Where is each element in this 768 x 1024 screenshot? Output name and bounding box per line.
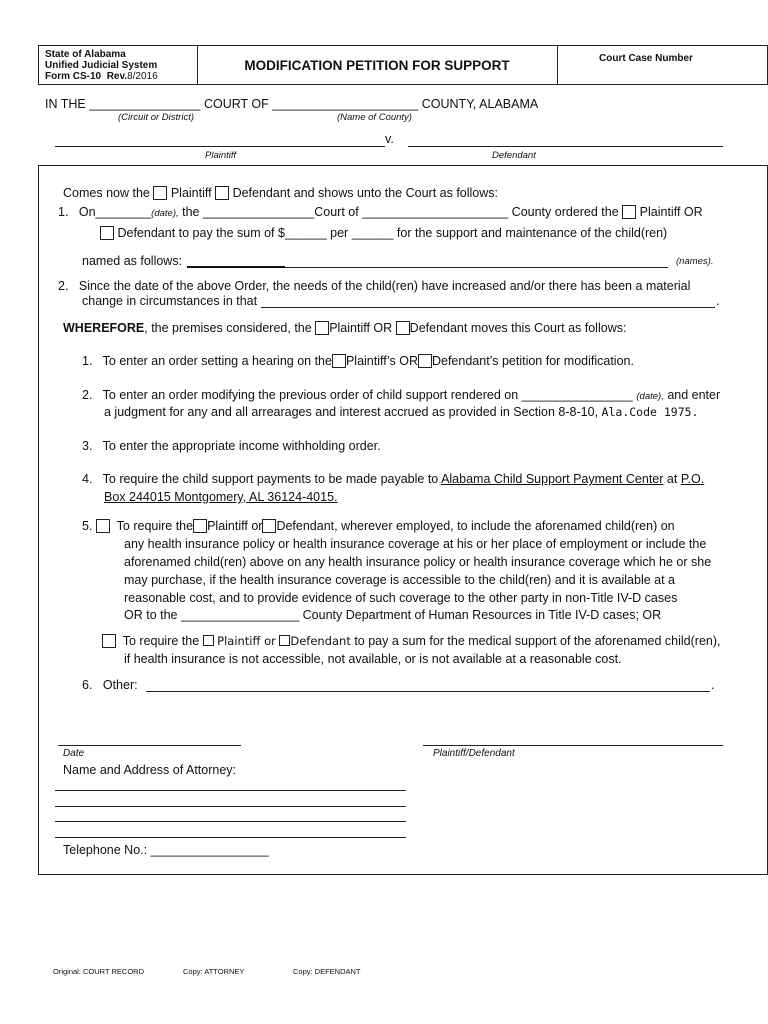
item1-number: 1.: [58, 205, 69, 219]
court-of-text: Court of: [314, 205, 359, 219]
county-label: (Name of County): [337, 112, 412, 123]
telephone-field[interactable]: _________________: [150, 843, 269, 857]
footer-copy-attorney: Copy: ATTORNEY: [183, 967, 245, 976]
comes-now-text: Comes now the: [63, 186, 150, 200]
hearing-defendant-text: Defendant’s petition for modification.: [431, 354, 634, 368]
rev-date: 8/2016: [127, 71, 158, 82]
named-as-follows-text: named as follows:: [82, 254, 183, 268]
county-field[interactable]: _____________________: [362, 205, 509, 219]
request-1-text: To enter an order setting a hearing on the: [102, 354, 332, 368]
form-header: [38, 45, 768, 85]
ordered-defendant-checkbox[interactable]: [100, 226, 114, 240]
medical-to-require-text: To require the: [122, 634, 200, 648]
request-2-line1: [82, 388, 720, 402]
defendant-checkbox[interactable]: [215, 186, 229, 200]
item2-line1: [58, 279, 690, 293]
the-text: the: [182, 205, 200, 219]
date-signature-line[interactable]: [58, 745, 241, 746]
date-label: (date),: [151, 208, 179, 219]
request-1: [82, 354, 634, 368]
item1-line2: [100, 226, 667, 240]
hearing-defendant-checkbox[interactable]: [418, 354, 432, 368]
ordered-plaintiff-checkbox[interactable]: [622, 205, 636, 219]
request-3-text: To enter the appropriate income withholding order.: [102, 439, 381, 453]
medical-plaintiff-text: Plaintiff or: [217, 634, 276, 648]
case-number-label: Court Case Number: [599, 53, 693, 64]
county-field[interactable]: _____________________: [272, 97, 419, 111]
versus-text: v.: [385, 132, 394, 146]
telephone-line: [63, 843, 269, 857]
insurance-defendant-text: Defendant, wherever employed, to include the aforenamed child(ren) on: [276, 519, 675, 533]
agency-line1: State of Alabama: [45, 49, 126, 60]
defendant-text: Defendant and shows unto the Court as follows:: [232, 186, 498, 200]
request-2-text: To enter an order modifying the previous order of child support rendered on: [102, 388, 519, 402]
wherefore-heading: WHEREFORE: [63, 321, 145, 335]
request-3: [82, 439, 381, 453]
pay-sum-text: Defendant to pay the sum of $: [117, 226, 285, 240]
county-ordered-text: County ordered the: [511, 205, 619, 219]
order-date-field[interactable]: ________: [95, 205, 152, 219]
party-signature-line[interactable]: [423, 745, 723, 746]
court-field[interactable]: ________________: [203, 205, 315, 219]
request-5-line1: [82, 519, 675, 533]
moves-plaintiff-checkbox[interactable]: [315, 321, 329, 335]
wherefore-line: [63, 321, 626, 335]
telephone-label: Telephone No.:: [63, 843, 148, 857]
other-period: .: [711, 678, 715, 692]
names-field-strong[interactable]: [187, 266, 285, 268]
attorney-line-3[interactable]: [55, 821, 406, 822]
moves-defendant-checkbox[interactable]: [396, 321, 410, 335]
item2-period: .: [716, 294, 720, 308]
other-field[interactable]: [146, 691, 710, 692]
plaintiff-label: Plaintiff: [205, 150, 237, 161]
plaintiff-or-text: Plaintiff OR: [639, 205, 703, 219]
request-5-line6: [124, 608, 661, 622]
moves-defendant-text: Defendant moves this Court as follows:: [409, 321, 627, 335]
circuit-label: (Circuit or District): [118, 112, 194, 123]
request-6-number: 6.: [82, 678, 93, 692]
footer-copy-defendant: Copy: DEFENDANT: [293, 967, 361, 976]
wherefore-text: , the premises considered, the: [144, 321, 312, 335]
footer-original: Original: COURT RECORD: [53, 967, 144, 976]
hearing-plaintiff-checkbox[interactable]: [332, 354, 346, 368]
agency-line2: Unified Judicial System: [45, 60, 158, 71]
signature-date-label: Date: [63, 748, 85, 759]
insurance-plaintiff-text: Plaintiff or: [207, 519, 263, 533]
party-label: Plaintiff/Defendant: [433, 748, 515, 759]
request-2-line2: [104, 405, 698, 419]
request-5-line4: may purchase, if the health insurance coverage is accessible to the child(ren) and it is available at a: [124, 573, 675, 587]
health-insurance-checkbox[interactable]: [96, 519, 110, 533]
other-label: Other:: [102, 678, 138, 692]
moves-plaintiff-text: Plaintiff OR: [329, 321, 393, 335]
ala-code-text: Ala.Code 1975.: [601, 405, 699, 419]
plaintiff-checkbox[interactable]: [153, 186, 167, 200]
request-2-and-enter: and enter: [667, 388, 721, 402]
defendant-label: Defendant: [492, 150, 536, 161]
item2-line2: change in circumstances in that: [82, 294, 258, 308]
to-require-text: To require the: [116, 519, 194, 533]
request-5-line2: any health insurance policy or health insurance coverage at his or her place of employment or include the: [124, 537, 707, 551]
request-4-line1: [82, 472, 704, 486]
names-field[interactable]: [285, 267, 668, 268]
request-5-number: 5.: [82, 519, 93, 533]
court-of-text: COURT OF: [203, 97, 269, 111]
insurance-plaintiff-checkbox[interactable]: [193, 519, 207, 533]
plaintiff-text: Plaintiff: [170, 186, 212, 200]
request-5-line3: aforenamed child(ren) above on any health insurance policy or health insurance coverage which he or she: [124, 555, 712, 569]
page-title: MODIFICATION PETITION FOR SUPPORT: [244, 58, 510, 73]
request-5b-line2: if health insurance is not accessible, not available, or is not available at a reasonable cost.: [124, 652, 622, 666]
payment-address: Box 244015 Montgomery, AL 36124-4015.: [104, 490, 338, 504]
po-text: P.O.: [680, 472, 705, 486]
request-4-number: 4.: [82, 472, 93, 486]
in-the-text: IN THE: [45, 97, 86, 111]
change-reason-field[interactable]: [261, 307, 715, 308]
request-2-date-label: (date),: [636, 391, 664, 402]
defendant-field[interactable]: [408, 146, 723, 147]
previous-order-date-field[interactable]: ________________: [521, 388, 633, 402]
agency-cell: [39, 46, 198, 84]
amount-field[interactable]: ______: [284, 226, 327, 240]
medical-plaintiff-checkbox[interactable]: [203, 635, 214, 646]
request-6: [82, 678, 138, 692]
medical-text: to pay a sum for the medical support of the aforenamed child(ren),: [354, 634, 721, 648]
hearing-plaintiff-text: Plaintiff’s OR: [345, 354, 418, 368]
request-2-number: 2.: [82, 388, 93, 402]
medical-defendant-checkbox[interactable]: [279, 635, 290, 646]
insurance-defendant-checkbox[interactable]: [262, 519, 276, 533]
item2-number: 2.: [58, 279, 69, 293]
county-alabama-text: COUNTY, ALABAMA: [421, 97, 539, 111]
request-3-number: 3.: [82, 439, 93, 453]
medical-support-checkbox[interactable]: [102, 634, 116, 648]
attorney-line-4[interactable]: [55, 837, 406, 838]
request-5-line5: reasonable cost, and to provide evidence of such coverage to the other party in non-Title IV-D cases: [124, 591, 678, 605]
request-2-text-2: a judgment for any and all arrearages and interest accrued as provided in Section 8-8-10,: [104, 405, 599, 419]
plaintiff-field[interactable]: [55, 146, 385, 147]
per-text: per: [330, 226, 349, 240]
or-to-the-text: OR to the: [124, 608, 178, 622]
medical-defendant-text: Defendant: [290, 634, 351, 648]
names-label: (names).: [676, 256, 714, 267]
attorney-label: Name and Address of Attorney:: [63, 763, 237, 777]
payment-center-name: Alabama Child Support Payment Center: [441, 472, 664, 486]
rev-label: Rev.: [106, 71, 128, 82]
request-5b-line1: [102, 634, 721, 648]
support-text: for the support and maintenance of the child(ren): [396, 226, 668, 240]
caption-line: [45, 97, 538, 111]
title-cell: [197, 46, 558, 84]
dhr-text: County Department of Human Resources in Title IV-D cases; OR: [302, 608, 662, 622]
at-text: at: [666, 472, 678, 486]
period-field[interactable]: ______: [351, 226, 394, 240]
request-1-number: 1.: [82, 354, 93, 368]
intro-line: [63, 186, 498, 200]
dhr-county-field[interactable]: _________________: [180, 608, 300, 622]
attorney-line-2[interactable]: [55, 806, 406, 807]
request-4-text: To require the child support payments to be made payable to: [102, 472, 439, 486]
item2-text: Since the date of the above Order, the needs of the child(ren) have increased and/or there has been a material: [78, 279, 691, 293]
on-text: On: [78, 205, 96, 219]
attorney-line-1[interactable]: [55, 790, 406, 791]
form-id: Form CS-10: [45, 71, 102, 82]
item1-line1: [58, 205, 703, 219]
court-type-field[interactable]: ________________: [89, 97, 201, 111]
